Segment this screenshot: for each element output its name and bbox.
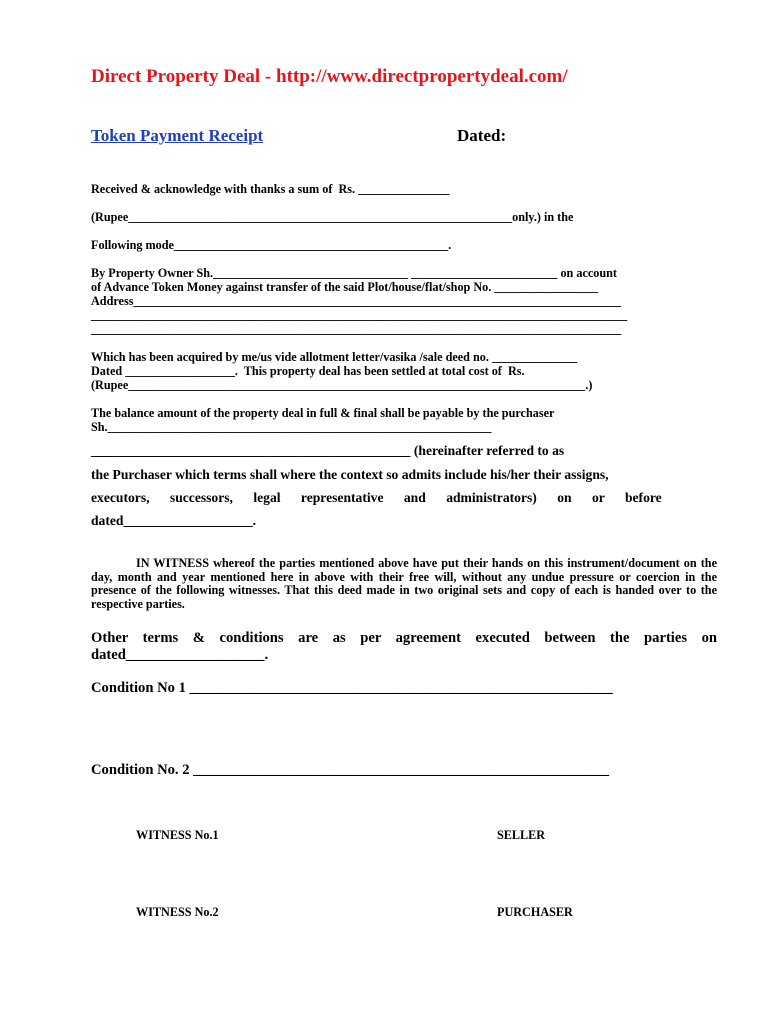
- dated-line: dated___________________.: [91, 513, 257, 528]
- address-line: Address________________________________________________________________________________: [91, 294, 621, 308]
- executors-line: executors, successors, legal representative and administrators) on or before: [91, 490, 662, 505]
- dated-label: Dated:: [457, 126, 507, 145]
- rupee-line: (Rupee_______________________________________________________________only.) in the: [91, 210, 574, 224]
- hereinafter-line: _______________________________________________ (hereinafter referred to as: [91, 443, 565, 458]
- purchaser-label: PURCHASER: [497, 905, 573, 919]
- advance-line: of Advance Token Money against transfer of the said Plot/house/flat/shop No. _________________: [91, 280, 598, 294]
- sh-line: Sh._______________________________________________________________: [91, 420, 492, 434]
- received-line: Received & acknowledge with thanks a sum of Rs. _______________: [91, 182, 450, 196]
- rupee2-line: (Rupee___________________________________________________________________________.): [91, 378, 593, 392]
- blank-line-2: _______________________________________________________________________________________: [91, 322, 622, 336]
- condition-2: Condition No. 2 _________________________________________________________: [91, 762, 610, 778]
- dated-cost-line: Dated __________________. This property deal has been settled at total cost of Rs.: [91, 364, 525, 378]
- other-terms: Other terms & conditions are as per agreement executed between the parties on dated___________________.: [91, 630, 717, 663]
- witness-2-label: WITNESS No.2: [136, 905, 219, 919]
- purchaser-terms-line: the Purchaser which terms shall where the context so admits include his/her their assigns,: [91, 467, 609, 482]
- mode-line: Following mode_____________________________________________.: [91, 238, 452, 252]
- condition-1: Condition No 1 __________________________________________________________: [91, 680, 613, 696]
- witness-paragraph: IN WITNESS whereof the parties mentioned above have put their hands on this instrument/document on the day, month and year mentioned here in above with their free will, without any undue pressure or coercion in the presence of the following witnesses. That this deed made in two original sets and copy of each is handed over to the respective parties.: [91, 556, 717, 611]
- receipt-title: Token Payment Receipt: [91, 126, 264, 145]
- blank-line-1: ________________________________________________________________________________________: [91, 308, 628, 322]
- balance-line: The balance amount of the property deal in full & final shall be payable by the purchaser: [91, 406, 555, 420]
- owner-line: By Property Owner Sh.________________________________ ________________________ on account: [91, 266, 617, 280]
- witness-1-label: WITNESS No.1: [136, 828, 219, 842]
- acquired-line: Which has been acquired by me/us vide allotment letter/vasika /sale deed no. ______________: [91, 350, 578, 364]
- seller-label: SELLER: [497, 828, 546, 842]
- header-banner[interactable]: Direct Property Deal - http://www.directpropertydeal.com/: [91, 66, 568, 87]
